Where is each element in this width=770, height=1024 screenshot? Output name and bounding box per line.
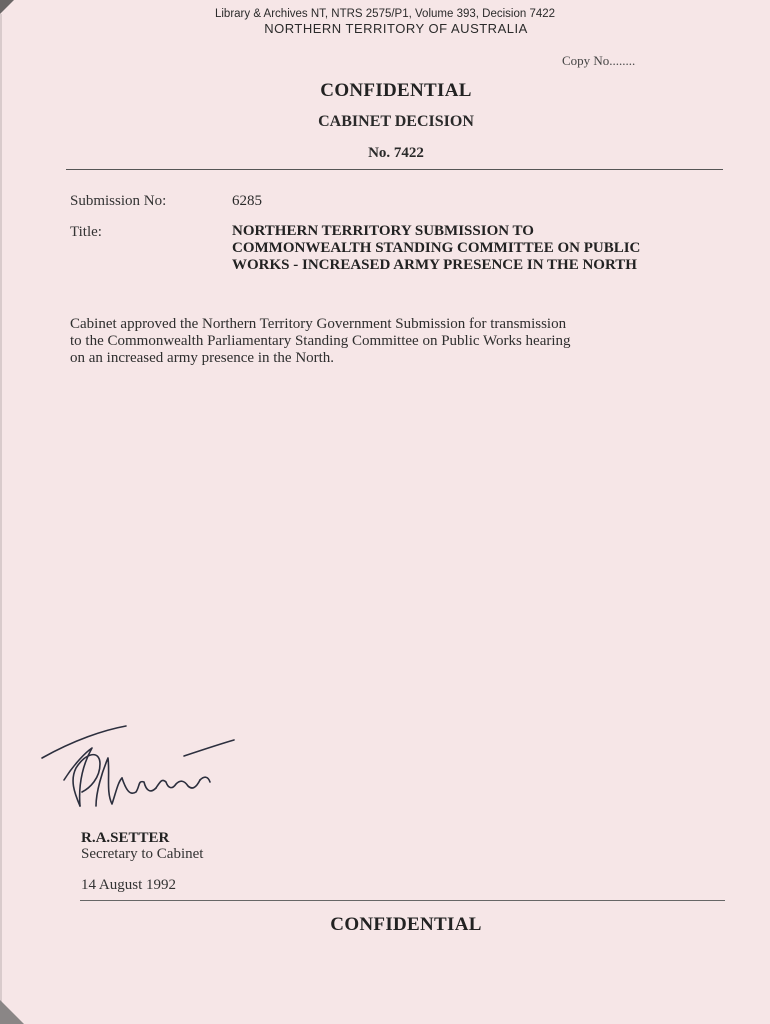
signatory-name: R.A.SETTER xyxy=(81,830,170,846)
state-name: NORTHERN TERRITORY OF AUSTRALIA xyxy=(264,21,528,36)
classification-footer: CONFIDENTIAL xyxy=(330,914,482,935)
archive-reference: Library & Archives NT, NTRS 2575/P1, Volume 393, Decision 7422 xyxy=(214,8,556,20)
divider xyxy=(80,900,725,901)
body-line: Cabinet approved the Northern Territory Government Submission for transmission xyxy=(70,316,567,332)
copy-number: Copy No........ xyxy=(562,53,636,68)
title-line: WORKS - INCREASED ARMY PRESENCE IN THE NORTH xyxy=(232,257,637,273)
title-line: NORTHERN TERRITORY SUBMISSION TO xyxy=(232,223,534,239)
title-label: Title: xyxy=(70,224,102,240)
submission-number: 6285 xyxy=(232,193,262,209)
decision-date: 14 August 1992 xyxy=(81,877,177,893)
signatory-role: Secretary to Cabinet xyxy=(81,846,204,862)
body-line: on an increased army presence in the North. xyxy=(70,350,335,366)
scan-edge xyxy=(0,14,2,1004)
decision-type: CABINET DECISION xyxy=(318,113,474,130)
handwritten-signature xyxy=(34,722,264,832)
decision-number: No. 7422 xyxy=(368,145,424,161)
decision-body xyxy=(70,316,730,367)
scan-corner-shadow xyxy=(0,1000,24,1024)
classification-heading: CONFIDENTIAL xyxy=(320,80,472,101)
submission-title xyxy=(232,223,722,274)
submission-label: Submission No: xyxy=(70,193,167,209)
divider xyxy=(66,169,723,170)
title-line: COMMONWEALTH STANDING COMMITTEE ON PUBLIC xyxy=(232,240,641,256)
body-line: to the Commonwealth Parliamentary Standing Committee on Public Works hearing xyxy=(70,333,571,349)
